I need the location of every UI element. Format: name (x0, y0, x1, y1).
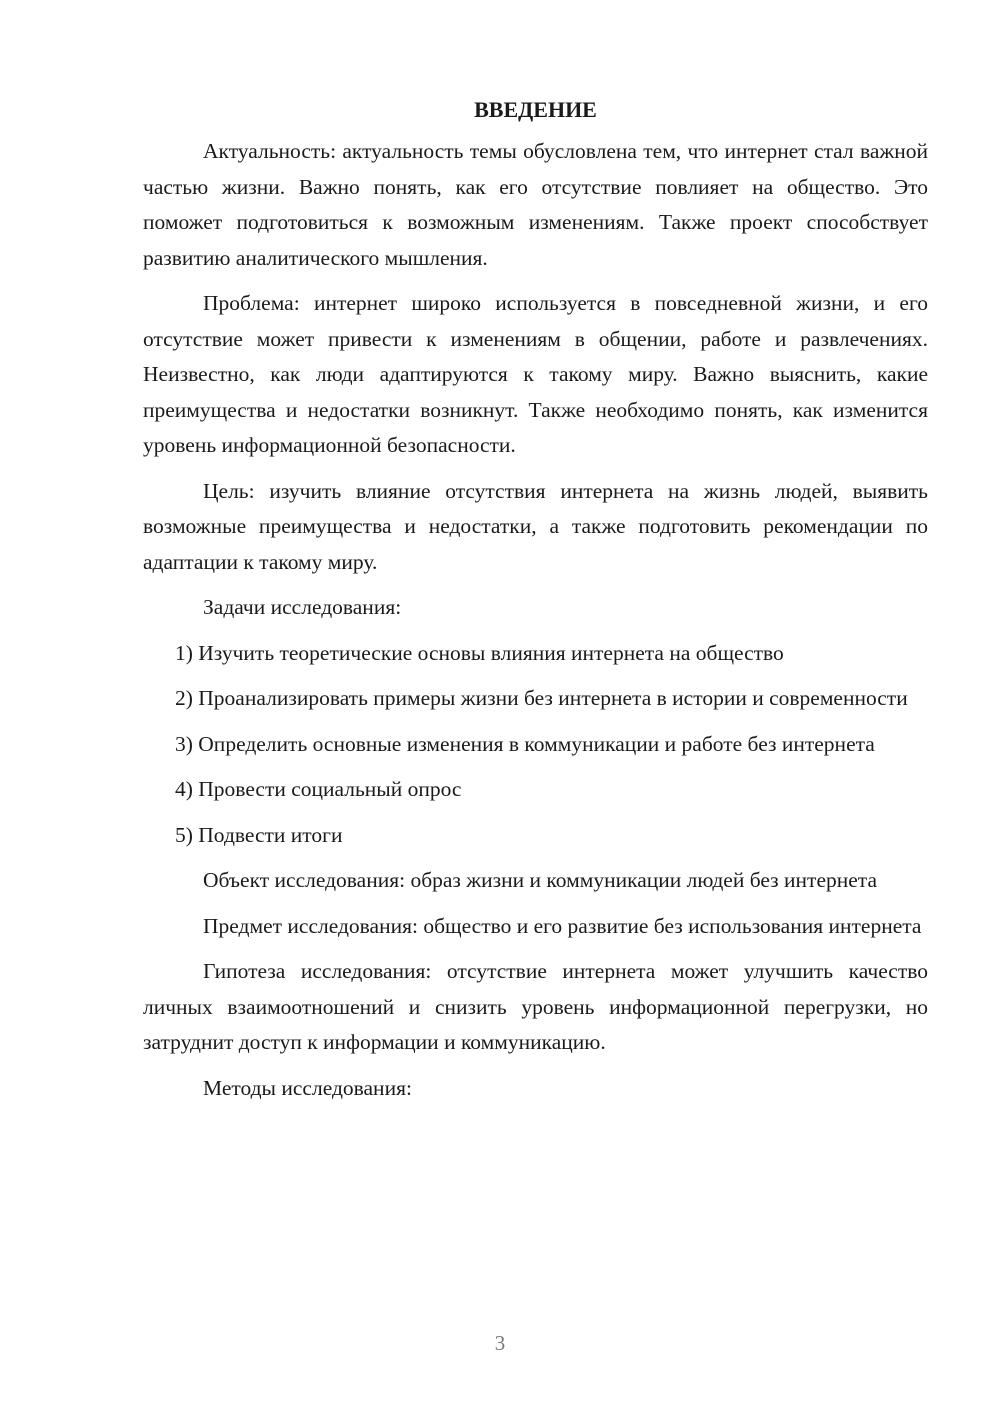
paragraph-subject: Предмет исследования: общество и его развитие без использования интернета (203, 913, 922, 938)
page-number: 3 (494, 1331, 506, 1355)
paragraph-relevance: Актуальность: актуальность темы обусловлена тем, что интернет стал важной частью жизни. Важно понять, как его отсутствие повлияет на общество. Это поможет подготовиться к возможным изменениям. Также проект способствует развитию аналитического мышления. (143, 139, 928, 270)
task-item: 1) Изучить теоретические основы влияния интернета на общество (175, 640, 784, 665)
paragraph-goal: Цель: изучить влияние отсутствия интернета на жизнь людей, выявить возможные преимущества и недостатки, а также подготовить рекомендации по адаптации к такому миру. (143, 478, 928, 574)
paragraph-hypothesis: Гипотеза исследования: отсутствие интернета может улучшить качество личных взаимоотношений и снизить уровень информационной перегрузки, но затруднит доступ к информации и коммуникацию. (143, 959, 928, 1054)
paragraph-object: Объект исследования: образ жизни и коммуникации людей без интернета (203, 868, 877, 892)
page-title: ВВЕДЕНИЕ (474, 97, 597, 122)
task-item: 4) Провести социальный опрос (175, 777, 462, 801)
paragraph-tasks-heading: Задачи исследования: (203, 595, 402, 619)
paragraph-problem: Проблема: интернет широко используется в повседневной жизни, и его отсутствие может привести к изменениям в общении, работе и развлечениях. Неизвестно, как люди адаптируются к такому миру. Важно выяснить, какие преимущества и недостатки возникнут. Также необходимо понять, как изменится уровень информационной безопасности. (143, 291, 928, 457)
document-page (143, 92, 928, 1116)
task-item: 2) Проанализировать примеры жизни без интернета в истории и современности (175, 686, 908, 710)
task-item: 5) Подвести итоги (175, 822, 343, 847)
paragraph-methods: Методы исследования: (203, 1075, 412, 1100)
task-item: 3) Определить основные изменения в коммуникации и работе без интернета (175, 731, 875, 756)
